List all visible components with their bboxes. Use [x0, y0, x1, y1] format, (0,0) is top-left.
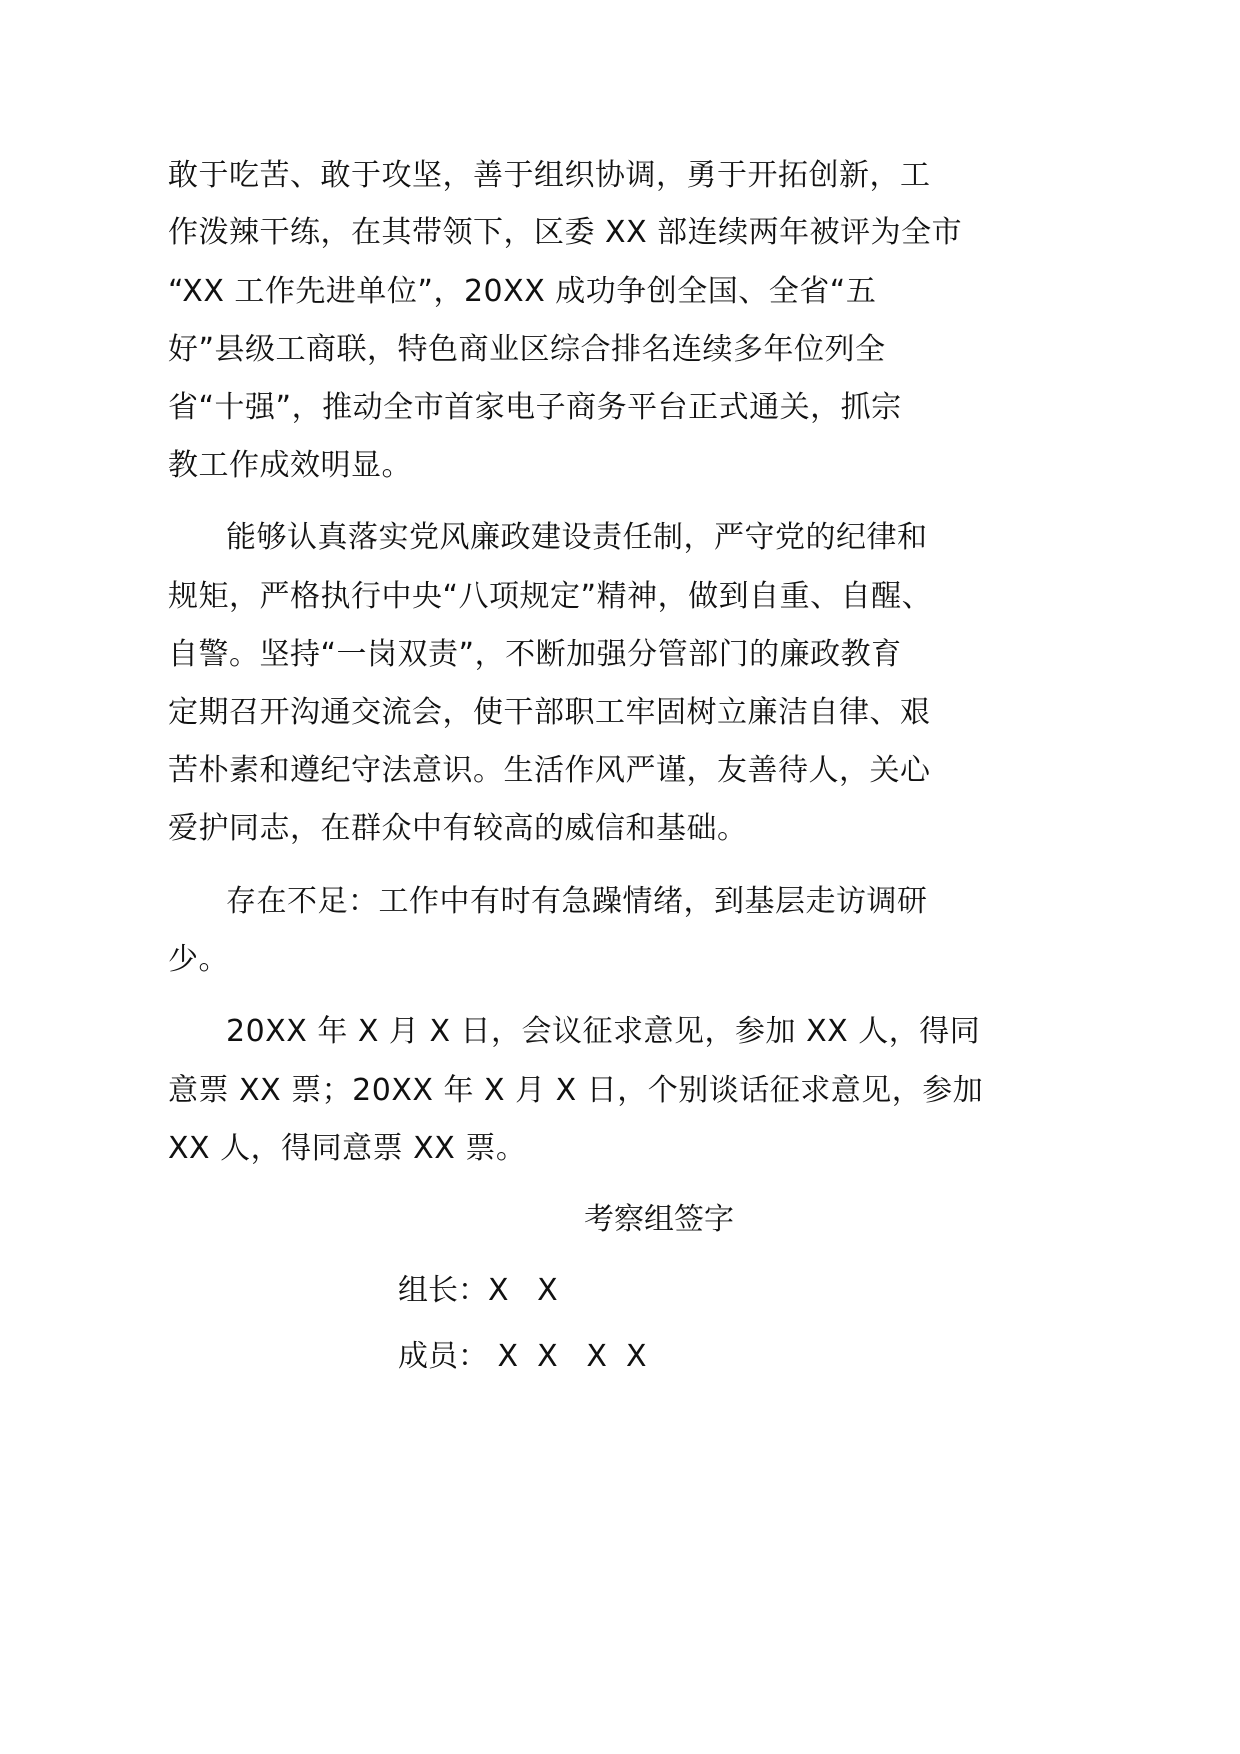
paragraph-3-line-2: 少。	[168, 942, 229, 977]
paragraph-1-line-5: 省“十强”，推动全市首家电子商务平台正式通关，抓宗	[168, 390, 902, 425]
paragraph-2-line-4: 定期召开沟通交流会，使干部职工牢固树立廉洁自律、艰	[168, 695, 931, 730]
paragraph-2-line-1: 能够认真落实党风廉政建设责任制，严守党的纪律和	[226, 520, 928, 555]
paragraph-3-line-1: 存在不足：工作中有时有急躁情绪，到基层走访调研	[226, 884, 928, 919]
paragraph-1-line-6: 教工作成效明显。	[168, 448, 412, 483]
paragraph-4-line-1: 20XX 年 X 月 X 日，会议征求意见，参加 XX 人，得同	[226, 1014, 981, 1049]
paragraph-2-line-2: 规矩，严格执行中央“八项规定”精神，做到自重、自醒、	[168, 579, 933, 614]
signature-leader: 组长：X X	[398, 1273, 558, 1308]
paragraph-1-line-3: “XX 工作先进单位”，20XX 成功争创全国、全省“五	[168, 274, 877, 309]
paragraph-4-line-3: XX 人，得同意票 XX 票。	[168, 1131, 527, 1166]
paragraph-1-line-1: 敢于吃苦、敢于攻坚，善于组织协调，勇于开拓创新，工	[168, 158, 931, 193]
paragraph-1-line-2: 作泼辣干练，在其带领下，区委 XX 部连续两年被评为全市	[168, 215, 963, 250]
signature-title: 考察组签字	[584, 1202, 734, 1237]
paragraph-4-line-2: 意票 XX 票；20XX 年 X 月 X 日，个别谈话征求意见，参加	[168, 1073, 984, 1108]
paragraph-2-line-6: 爱护同志，在群众中有较高的威信和基础。	[168, 811, 748, 846]
paragraph-2-line-5: 苦朴素和遵纪守法意识。生活作风严谨，友善待人，关心	[168, 753, 931, 788]
paragraph-1-line-4: 好”县级工商联，特色商业区综合排名连续多年位列全	[168, 332, 886, 367]
paragraph-2-line-3: 自警。坚持“一岗双责”，不断加强分管部门的廉政教育	[168, 637, 902, 672]
signature-members: 成员： X X X X	[398, 1339, 647, 1374]
